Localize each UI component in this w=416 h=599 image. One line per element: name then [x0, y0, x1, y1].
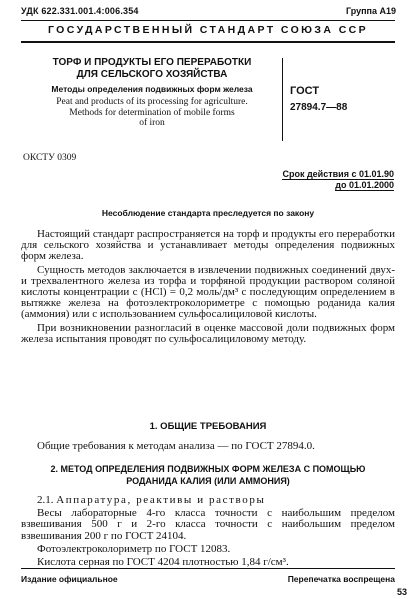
reprint-prohibited-note: Перепечатка воспрещена	[287, 574, 395, 584]
english-title-line-1: Peat and products of its processing for agriculture.	[56, 97, 248, 107]
validity-to: до 01.01.2000	[335, 180, 394, 190]
english-title	[36, 97, 268, 129]
footer-rule	[21, 568, 395, 569]
title-line-2: ДЛЯ СЕЛЬСКОГО ХОЗЯЙСТВА	[76, 69, 228, 80]
banner-rule	[21, 41, 395, 43]
intro-paragraph-1: Настоящий стандарт распространяется на торф и продукты его переработки для сельского хозяйства и устанавливает методы определения подвижных форм железа.	[21, 228, 395, 263]
equipment-item: Весы лабораторные 4-го класса точности с наибольшим пределом взвешивания 500 г и 2-го класса точности с наибольшим пределом взвешивания 200 г по ГОСТ 24104.	[21, 507, 395, 542]
gost-label: ГОСТ	[290, 85, 320, 97]
title-block	[36, 57, 268, 129]
title-line-1: ТОРФ И ПРОДУКТЫ ЕГО ПЕРЕРАБОТКИ	[52, 57, 252, 68]
official-edition-note: Издание официальное	[21, 574, 118, 584]
validity-from: Срок действия с 01.01.90	[282, 169, 394, 179]
validity-period	[282, 169, 394, 191]
subsection-number: 2.1.	[37, 494, 54, 506]
intro-paragraph-3: При возникновении разногласий в оценке массовой доли подвижных форм железа испытания проводят по сульфосалициловому методу.	[21, 321, 395, 345]
udk-code: УДК 622.331.001.4:006.354	[21, 6, 139, 16]
section-1-text	[21, 441, 395, 452]
english-title-line-2: Methods for determination of mobile forms	[69, 107, 235, 118]
intro-text	[21, 229, 395, 345]
law-notice: Несоблюдение стандарта преследуется по закону	[101, 208, 315, 218]
intro-paragraph-2: Сущность методов заключается в извлечении подвижных соединений двух- и трехвалентного железа из торфа и торфяной продукции раствором соляной кислоты концентрации c (HCl) = 0,2 моль/дм³ с последующим определением в вытяжке железа на фотоэлектроколориметре с помощью роданида калия (аммония) или с использованием сульфосалициловой кислоты.	[21, 263, 395, 321]
subsection-title: Аппаратура, реактивы и растворы	[56, 494, 266, 506]
equipment-item: Кислота серная по ГОСТ 4204 плотностью 1,84 г/см³.	[37, 556, 289, 569]
group-code: Группа А19	[345, 6, 396, 16]
section-2-heading-line-1: 2. МЕТОД ОПРЕДЕЛЕНИЯ ПОДВИЖНЫХ ФОРМ ЖЕЛЕЗА С ПОМОЩЬЮ	[50, 464, 366, 474]
section-1-paragraph: Общие требования к методам анализа — по ГОСТ 27894.0.	[37, 440, 315, 452]
section-1-heading: 1. ОБЩИЕ ТРЕБОВАНИЯ	[149, 421, 267, 432]
page-number: 53	[396, 587, 407, 597]
gost-number: 27894.7—88	[290, 102, 348, 113]
top-rule	[21, 20, 395, 21]
section-2-heading-line-2: РОДАНИДА КАЛИЯ (ИЛИ АММОНИЯ)	[126, 476, 290, 486]
english-title-line-3: of iron	[139, 118, 165, 128]
state-standard-banner: ГОСУДАРСТВЕННЫЙ СТАНДАРТ СОЮЗА ССР	[47, 24, 369, 36]
title-subtitle: Методы определения подвижных форм железа	[51, 84, 253, 94]
equipment-item: Фотоэлектроколориметр по ГОСТ 12083.	[37, 542, 231, 555]
subsection-2-1-heading	[21, 495, 395, 506]
title-divider	[282, 58, 283, 141]
section-2-heading	[21, 463, 395, 487]
okstu-code: ОКСТУ 0309	[23, 153, 77, 163]
section-2-text	[21, 495, 395, 568]
